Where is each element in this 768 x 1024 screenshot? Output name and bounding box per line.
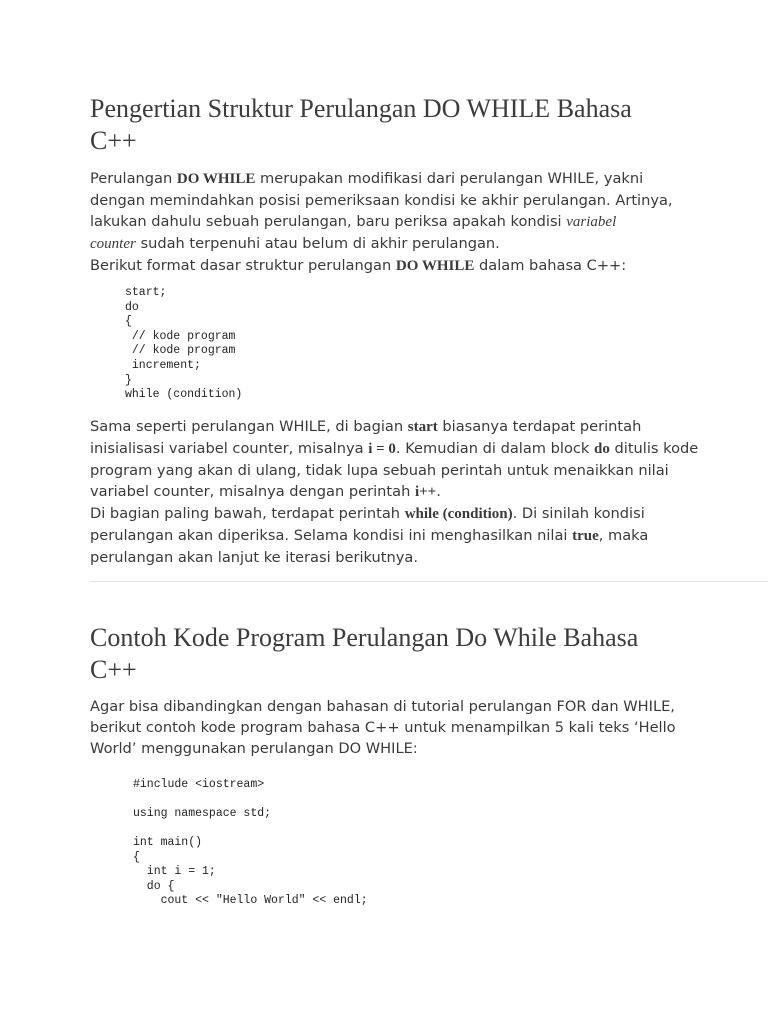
code-block-example: #include <iostream> using namespace std; int main() { int i = 1; do { cout << "Hello World" << endl;	[133, 778, 368, 907]
intro-paragraph	[90, 168, 690, 277]
text-line: World’ menggunakan perulangan DO WHILE:	[90, 740, 418, 757]
section-title-do-while	[90, 93, 680, 157]
code-block-syntax: start; do { // kode program // kode program increment; } while (condition)	[125, 286, 243, 402]
text-line: Di bagian paling bawah, terdapat perintah while (condition). Di sinilah kondisi	[90, 505, 645, 522]
keyword-increment: i++	[414, 484, 437, 500]
keyword-do-while: DO WHILE	[176, 171, 256, 187]
text-line: dengan memindahkan posisi pemeriksaan kondisi ke akhir perulangan. Artinya,	[90, 192, 673, 209]
text-line: inisialisasi variabel counter, misalnya i = 0. Kemudian di dalam block do ditulis kode	[90, 440, 699, 457]
keyword-i-equals-0: i = 0	[368, 441, 396, 457]
term-counter: counter	[90, 236, 136, 252]
text-line: perulangan akan lanjut ke iterasi berikutnya.	[90, 549, 418, 566]
keyword-start: start	[407, 419, 438, 435]
text-line: perulangan akan diperiksa. Selama kondisi ini menghasilkan nilai true, maka	[90, 527, 649, 544]
title-line-2: C++	[90, 655, 137, 684]
term-variabel: variabel	[566, 214, 617, 230]
text-line: berikut contoh kode program bahasa C++ untuk menampilkan 5 kali teks ‘Hello	[90, 719, 676, 736]
keyword-do: do	[594, 441, 610, 457]
text-line: variabel counter, misalnya dengan perintah i++.	[90, 483, 441, 500]
title-line-2: C++	[90, 126, 137, 155]
text-line: lakukan dahulu sebuah perulangan, baru periksa apakah kondisi variabel	[90, 213, 617, 230]
text-line: Sama seperti perulangan WHILE, di bagian start biasanya terdapat perintah	[90, 418, 642, 435]
text-line: Agar bisa dibandingkan dengan bahasan di tutorial perulangan FOR dan WHILE,	[90, 698, 675, 715]
text-line: Perulangan DO WHILE merupakan modifikasi dari perulangan WHILE, yakni	[90, 170, 644, 187]
keyword-do-while: DO WHILE	[395, 258, 475, 274]
title-line-1: Pengertian Struktur Perulangan DO WHILE Bahasa	[90, 94, 632, 123]
section-divider	[90, 581, 768, 582]
keyword-true: true	[572, 528, 599, 544]
title-line-1: Contoh Kode Program Perulangan Do While Bahasa	[90, 623, 639, 652]
keyword-while-condition: while (condition)	[404, 506, 513, 522]
example-intro-paragraph	[90, 696, 690, 759]
text-line: program yang akan di ulang, tidak lupa sebuah perintah untuk menaikkan nilai	[90, 462, 669, 479]
explanation-paragraph	[90, 416, 699, 568]
section-title-example	[90, 622, 680, 686]
text-line: counter sudah terpenuhi atau belum di akhir perulangan.	[90, 235, 500, 252]
text-line: Berikut format dasar struktur perulangan DO WHILE dalam bahasa C++:	[90, 257, 627, 274]
